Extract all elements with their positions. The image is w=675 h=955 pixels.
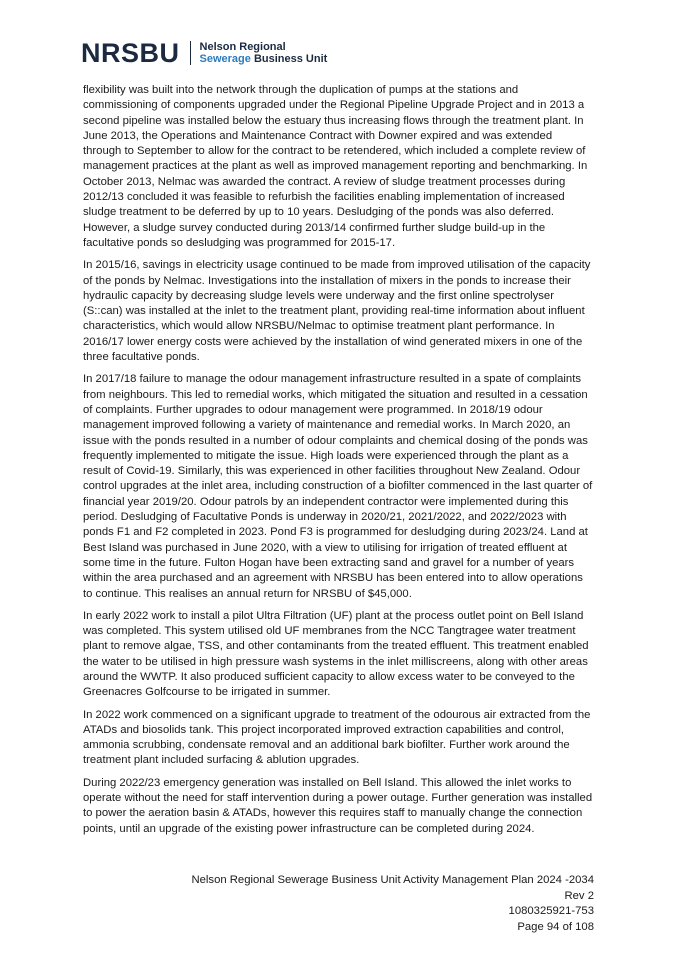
logo-org-accent: Sewerage xyxy=(199,53,251,65)
paragraph-emergency-generation: During 2022/23 emergency generation was installed on Bell Island. This allowed the inlet works to operate without the need for staff intervention during a power outage. Further generation was installed to power the aeration basin & ATADs, however this requires staff to manually change the connection points, until an upgrade of the existing power infrastructure can be completed during 2024. xyxy=(83,776,593,835)
footer-revision: Rev 2 xyxy=(564,889,594,902)
footer-page-number: Page 94 of 108 xyxy=(517,920,594,933)
logo-org-rest: Business Unit xyxy=(250,53,328,65)
logo-org-line1: Nelson Regional xyxy=(199,41,286,53)
logo-org-line2 xyxy=(200,53,328,65)
body-text xyxy=(83,83,593,844)
logo-wordmark: NRSBU xyxy=(81,38,180,68)
logo-org-name xyxy=(200,41,328,65)
logo-divider xyxy=(190,41,191,65)
page-footer xyxy=(191,873,594,935)
paragraph-odourous-air-upgrade: In 2022 work commenced on a significant upgrade to treatment of the odourous air extracted from the ATADs and biosolids tank. This project incorporated improved extraction capabilities and control, ammonia scrubbing, condensate removal and an additional bark biofilter. Further work around the treatment plant included surfacing & ablution upgrades. xyxy=(83,708,591,767)
paragraph-ultra-filtration: In early 2022 work to install a pilot Ultra Filtration (UF) plant at the process outlet point on Bell Island was completed. This system utilised old UF membranes from the NCC Tangtragee water treatment plant to remove algae, TSS, and other contaminants from the treated effluent. This treatment enabled the water to be utilised in high pressure wash systems in the inlet milliscreens, along with other areas around the WWTP. It also produced sufficient capacity to allow excess water to be conveyed to the Greenacres Golfcourse to be irrigated in summer. xyxy=(83,609,589,699)
paragraph-2015-16: In 2015/16, savings in electricity usage continued to be made from improved utilisation of the capacity of the ponds by Nelmac. Investigations into the installation of mixers in the ponds to increase their hydraulic capacity by decreasing sludge levels were underway and the first online spectrolyser (S::can) was installed at the inlet to the treatment plant, providing real-time information about influent characteristics, which would allow NRSBU/Nelmac to optimise treatment plant performance. In 2016/17 lower energy costs were achieved by the installation of wind generated mixers in one of the three facultative ponds. xyxy=(83,259,591,364)
paragraph-pipeline-history: flexibility was built into the network through the duplication of pumps at the stations and commissioning of components upgraded under the Regional Pipeline Upgrade Project and in 2013 a second pipeline was installed below the estuary thus increasing flows through the treatment plant. In June 2013, the Operations and Maintenance Contract with Downer expired and was extended through to September to allow for the contract to be retendered, which included a complete review of management practices at the plant as well as improved management reporting and benchmarking. In October 2013, Nelmac was awarded the contract. A review of sludge treatment processes during 2012/13 concluded it was feasible to refurbish the facilities enabling implementation of increased sludge treatment to be deferred by up to 10 years. Desludging of the ponds was also deferred. However, a sludge survey conducted during 2013/14 confirmed further sludge build-up in the facultative ponds so desludging was programmed for 2015-17. xyxy=(83,84,588,249)
paragraph-odour-management: In 2017/18 failure to manage the odour management infrastructure resulted in a spate of complaints from neighbours. This led to remedial works, which mitigated the situation and resulted in a cessation of complaints. Further upgrades to odour management were programmed. In 2018/19 odour management improved following a variety of maintenance and remedial works. In March 2020, an issue with the ponds resulted in a number of odour complaints and chemical dosing of the ponds was frequently implemented to mitigate the issue. High loads were experienced through the plant as a result of Covid-19. Similarly, this was experienced in other facilities throughout New Zealand. Odour control upgrades at the inlet area, including construction of a biofilter commenced in the last quarter of financial year 2019/20. Odour patrols by an independent contractor were implemented during this period. Desludging of Facultative Ponds is underway in 2020/21, 2021/2022, and 2022/2023 with ponds F1 and F2 completed in 2023. Pond F3 is programmed for desludging during 2023/24. Land at Best Island was purchased in June 2020, with a view to utilising for irrigation of treated effluent at some time in the future. Fulton Hogan have been extracting sand and gravel for a number of years within the area purchased and an agreement with NRSBU has been entered into to allow operations to continue. This realises an annual return for NRSBU of $45,000. xyxy=(83,373,593,600)
nrsbu-logo xyxy=(81,38,327,68)
footer-doc-id: 1080325921-753 xyxy=(508,905,594,917)
footer-doc-title: Nelson Regional Sewerage Business Unit Activity Management Plan 2024 -2034 xyxy=(191,874,594,886)
